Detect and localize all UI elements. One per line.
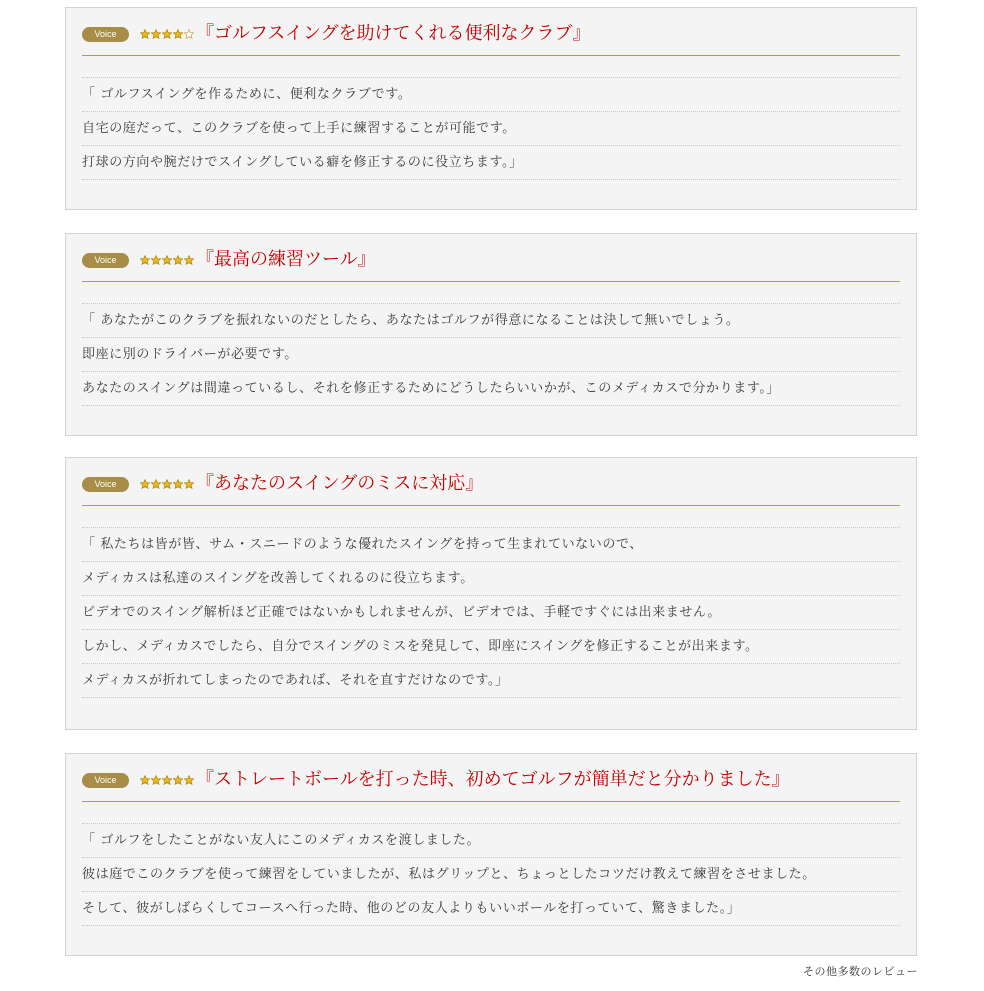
review-card: [65, 233, 917, 436]
more-reviews-link[interactable]: その他多数のレビュー: [803, 965, 918, 978]
star-filled-icon: [184, 775, 194, 785]
review-text-line: メディカスが折れてしまったのであれば、それを直すだけなのです。」: [82, 663, 900, 698]
review-header: [82, 472, 900, 506]
star-filled-icon: [140, 775, 150, 785]
star-rating: [140, 26, 194, 42]
review-text-line: あなたのスイングは間違っているし、それを修正するためにどうしたらいいかが、このメディカスで分かります。」: [82, 371, 900, 406]
review-text-line: 即座に別のドライバーが必要です。: [82, 337, 900, 371]
review-body: [82, 303, 900, 406]
review-card: [65, 7, 917, 210]
star-rating: [140, 476, 194, 492]
star-filled-icon: [151, 479, 161, 489]
star-filled-icon: [173, 255, 183, 265]
review-text-line: メディカスは私達のスイングを改善してくれるのに役立ちます。: [82, 561, 900, 595]
review-text-line: 打球の方向や腕だけでスイングしている癖を修正するのに役立ちます。」: [82, 145, 900, 180]
review-card: [65, 753, 917, 956]
review-text-line: 自宅の庭だって、このクラブを使って上手に練習することが可能です。: [82, 111, 900, 145]
review-title: 『最高の練習ツール』: [196, 249, 376, 270]
voice-badge: Voice: [82, 27, 129, 42]
review-text-line: 「 私たちは皆が皆、サム・スニードのような優れたスイングを持って生まれていないので、: [82, 527, 900, 561]
star-filled-icon: [162, 775, 172, 785]
voice-badge: Voice: [82, 253, 129, 268]
review-card: [65, 457, 917, 730]
review-text-line: そして、彼がしばらくしてコースへ行った時、他のどの友人よりもいいボールを打っていて、驚きました。」: [82, 891, 900, 926]
star-filled-icon: [140, 29, 150, 39]
voice-badge: Voice: [82, 477, 129, 492]
star-filled-icon: [140, 479, 150, 489]
star-empty-icon: [184, 29, 194, 39]
review-text-line: 「 あなたがこのクラブを振れないのだとしたら、あなたはゴルフが得意になることは決して無いでしょう。: [82, 303, 900, 337]
review-text-line: 「 ゴルフスイングを作るために、便利なクラブです。: [82, 77, 900, 111]
review-text-line: 彼は庭でこのクラブを使って練習をしていましたが、私はグリップと、ちょっとしたコツだけ教えて練習をさせました。: [82, 857, 900, 891]
review-body: [82, 77, 900, 180]
star-filled-icon: [140, 255, 150, 265]
star-filled-icon: [151, 775, 161, 785]
star-rating: [140, 252, 194, 268]
star-filled-icon: [184, 255, 194, 265]
star-filled-icon: [173, 29, 183, 39]
star-rating: [140, 772, 194, 788]
star-filled-icon: [184, 479, 194, 489]
review-title: 『ストレートボールを打った時、初めてゴルフが簡単だと分かりました』: [196, 769, 790, 790]
star-filled-icon: [162, 29, 172, 39]
star-filled-icon: [173, 479, 183, 489]
review-header: [82, 22, 900, 56]
star-filled-icon: [151, 255, 161, 265]
review-header: [82, 248, 900, 282]
review-text-line: ビデオでのスイング解析ほど正確ではないかもしれませんが、ビデオでは、手軽ですぐには出来ません。: [82, 595, 900, 629]
review-body: [82, 527, 900, 698]
review-header: [82, 768, 900, 802]
star-filled-icon: [162, 255, 172, 265]
review-body: [82, 823, 900, 926]
review-text-line: しかし、メディカスでしたら、自分でスイングのミスを発見して、即座にスイングを修正することが出来ます。: [82, 629, 900, 663]
review-text-line: 「 ゴルフをしたことがない友人にこのメディカスを渡しました。: [82, 823, 900, 857]
review-title: 『ゴルフスイングを助けてくれる便利なクラブ』: [196, 23, 591, 44]
star-filled-icon: [173, 775, 183, 785]
star-filled-icon: [162, 479, 172, 489]
voice-badge: Voice: [82, 773, 129, 788]
star-filled-icon: [151, 29, 161, 39]
review-title: 『あなたのスイングのミスに対応』: [196, 473, 484, 494]
